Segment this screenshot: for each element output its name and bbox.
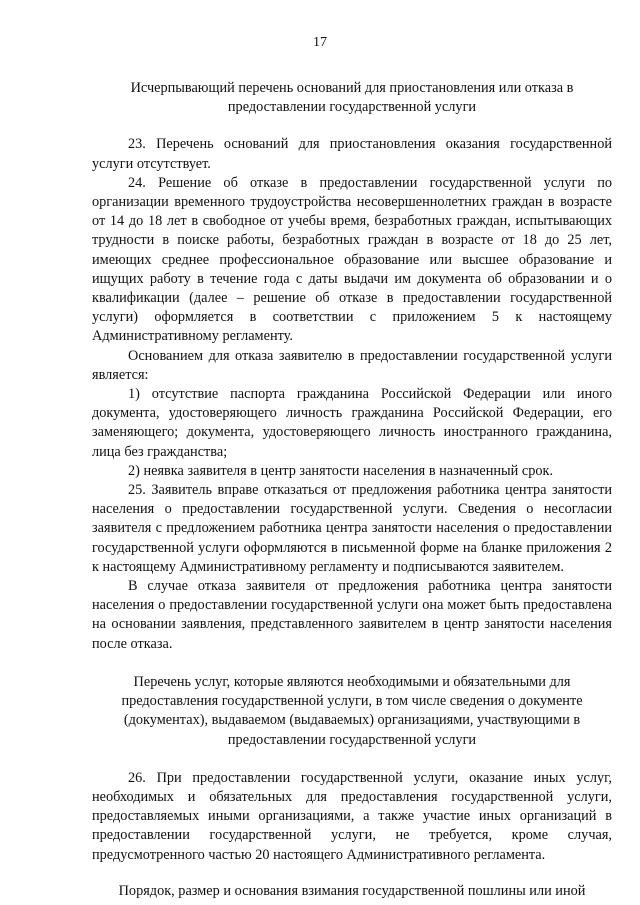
paragraph-26: 26. При предоставлении государственной услуги, оказание иных услуг, необходимых и обязательных для предоставления государственной услуги, предоставляемых иными организациями, а также участие иных организаций в предоставлении государственной услуги, не требуется, кроме случая, предусмотренного частью 20 настоящего Административного регламента. bbox=[92, 769, 612, 863]
section-heading-required-services: Перечень услуг, которые являются необходимыми и обязательными для предоставления государственной услуги, в том числе сведения о документе (документах), выдаваемом (выдаваемых) организациями, участвующими в предоставлении государственной услуги bbox=[121, 673, 583, 748]
document-body bbox=[92, 79, 612, 901]
paragraph-23: 23. Перечень оснований для приостановления оказания государственной услуги отсутствует. bbox=[92, 136, 612, 172]
paragraph-grounds-intro: Основанием для отказа заявителю в предоставлении государственной услуги является: bbox=[92, 347, 612, 383]
section-heading-grounds-for-refusal: Исчерпывающий перечень оснований для приостановления или отказа в предоставлении государственной услуги bbox=[130, 80, 574, 116]
page-number: 17 bbox=[313, 35, 327, 50]
list-item-1: 1) отсутствие паспорта гражданина Российской Федерации или иного документа, удостоверяющего личность гражданина Российской Федерации, его заменяющего; документа, удостоверяющего личность иностранного гражданина, лица без гражданства; bbox=[92, 386, 612, 460]
paragraph-refusal-case: В случае отказа заявителя от предложения работника центра занятости населения о предоставлении государственной услуги она может быть предоставлена на основании заявления, представленного заявителем в центр занятости населения после отказа. bbox=[92, 578, 612, 652]
section-heading-state-fee: Порядок, размер и основания взимания государственной пошлины или иной bbox=[118, 882, 586, 899]
list-item-2: 2) неявка заявителя в центр занятости населения в назначенный срок. bbox=[128, 462, 554, 479]
paragraph-25: 25. Заявитель вправе отказаться от предложения работника центра занятости населения о предоставлении государственной услуги. Сведения о несогласии заявителя с предложением работника центра занятости населения о предоставлении государственной услуги оформляются в письменной форме на бланке приложения 2 к настоящему Административному регламенту и подписываются заявителем. bbox=[92, 482, 612, 575]
paragraph-24: 24. Решение об отказе в предоставлении государственной услуги по организации временного трудоустройства несовершеннолетних граждан в возрасте от 14 до 18 лет в свободное от учебы время, безработных граждан, испытывающих трудности в поиске работы, безработных граждан в возрасте от 18 до 25 лет, имеющих среднее профессиональное образование или высшее образование и ищущих работу в течение года с даты выдачи им документа об образовании и о квалификации (далее – решение об отказе в предоставлении государственной услуги) оформляется в соответствии с приложением 5 к настоящему Административному регламенту. bbox=[92, 174, 612, 345]
